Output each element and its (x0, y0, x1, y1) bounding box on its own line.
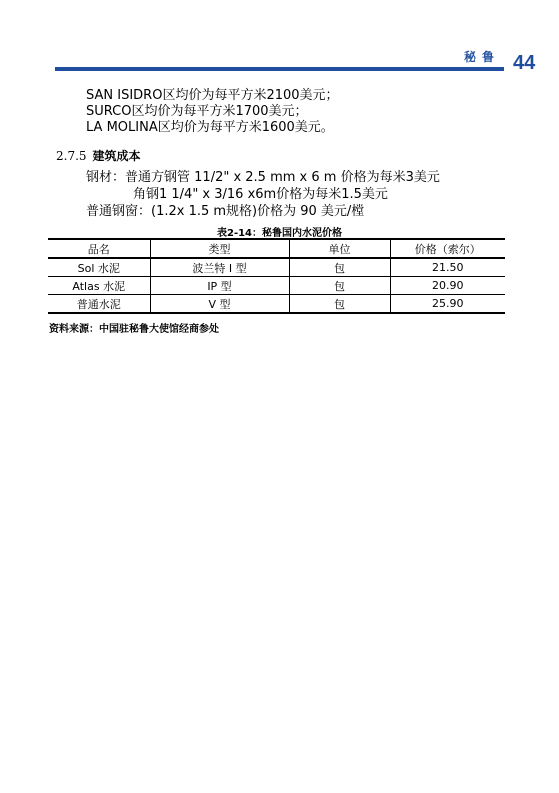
table-row (48, 295, 505, 314)
steel-label: 钢材： (86, 170, 126, 185)
page-number: 44 (513, 52, 536, 74)
cell-price: 20.90 (390, 277, 505, 295)
price-line-surco: SURCO区均价为每平方米1700美元； (86, 104, 308, 119)
section-title: 建筑成本 (92, 149, 141, 163)
column-header-type: 类型 (150, 239, 289, 258)
column-header-unit: 单位 (289, 239, 390, 258)
cell-type: IP 型 (150, 277, 289, 295)
cell-unit: 包 (289, 277, 390, 295)
source-note: 资料来源：中国驻秘鲁大使馆经商参处 (49, 324, 219, 335)
price-line-la-molina: LA MOLINA区均价为每平方米1600美元。 (86, 120, 334, 135)
column-header-product: 品名 (48, 239, 150, 258)
cell-product: Sol 水泥 (48, 258, 150, 277)
section-number: 2.7.5 (56, 149, 87, 163)
header-rule (55, 67, 504, 71)
cell-product: 普通水泥 (48, 295, 150, 314)
steel-pipe-price: 普通方钢管 11/2" x 2.5 mm x 6 m 价格为每米3美元 (125, 170, 440, 185)
price-line-san-isidro: SAN ISIDRO区均价为每平方米2100美元； (86, 88, 339, 103)
header-country-name: 秘鲁 (464, 50, 501, 64)
cell-unit: 包 (289, 258, 390, 277)
cell-unit: 包 (289, 295, 390, 314)
table-row (48, 277, 505, 295)
section-heading (56, 147, 141, 164)
table-header-row (48, 239, 505, 258)
window-price: 普通钢窗：(1.2x 1.5 m规格)价格为 90 美元/樘 (86, 204, 365, 219)
cell-price: 25.90 (390, 295, 505, 314)
cell-type: 波兰特 I 型 (150, 258, 289, 277)
angle-steel-price: 角钢1 1/4" x 3/16 x6m价格为每米1.5美元 (133, 187, 388, 202)
column-header-price: 价格（索尔） (390, 239, 505, 258)
cement-price-table (48, 238, 505, 314)
cell-price: 21.50 (390, 258, 505, 277)
cell-product: Atlas 水泥 (48, 277, 150, 295)
table-caption: 表2-14：秘鲁国内水泥价格 (216, 228, 343, 239)
table-row (48, 258, 505, 277)
steel-line (86, 170, 440, 186)
cell-type: V 型 (150, 295, 289, 314)
